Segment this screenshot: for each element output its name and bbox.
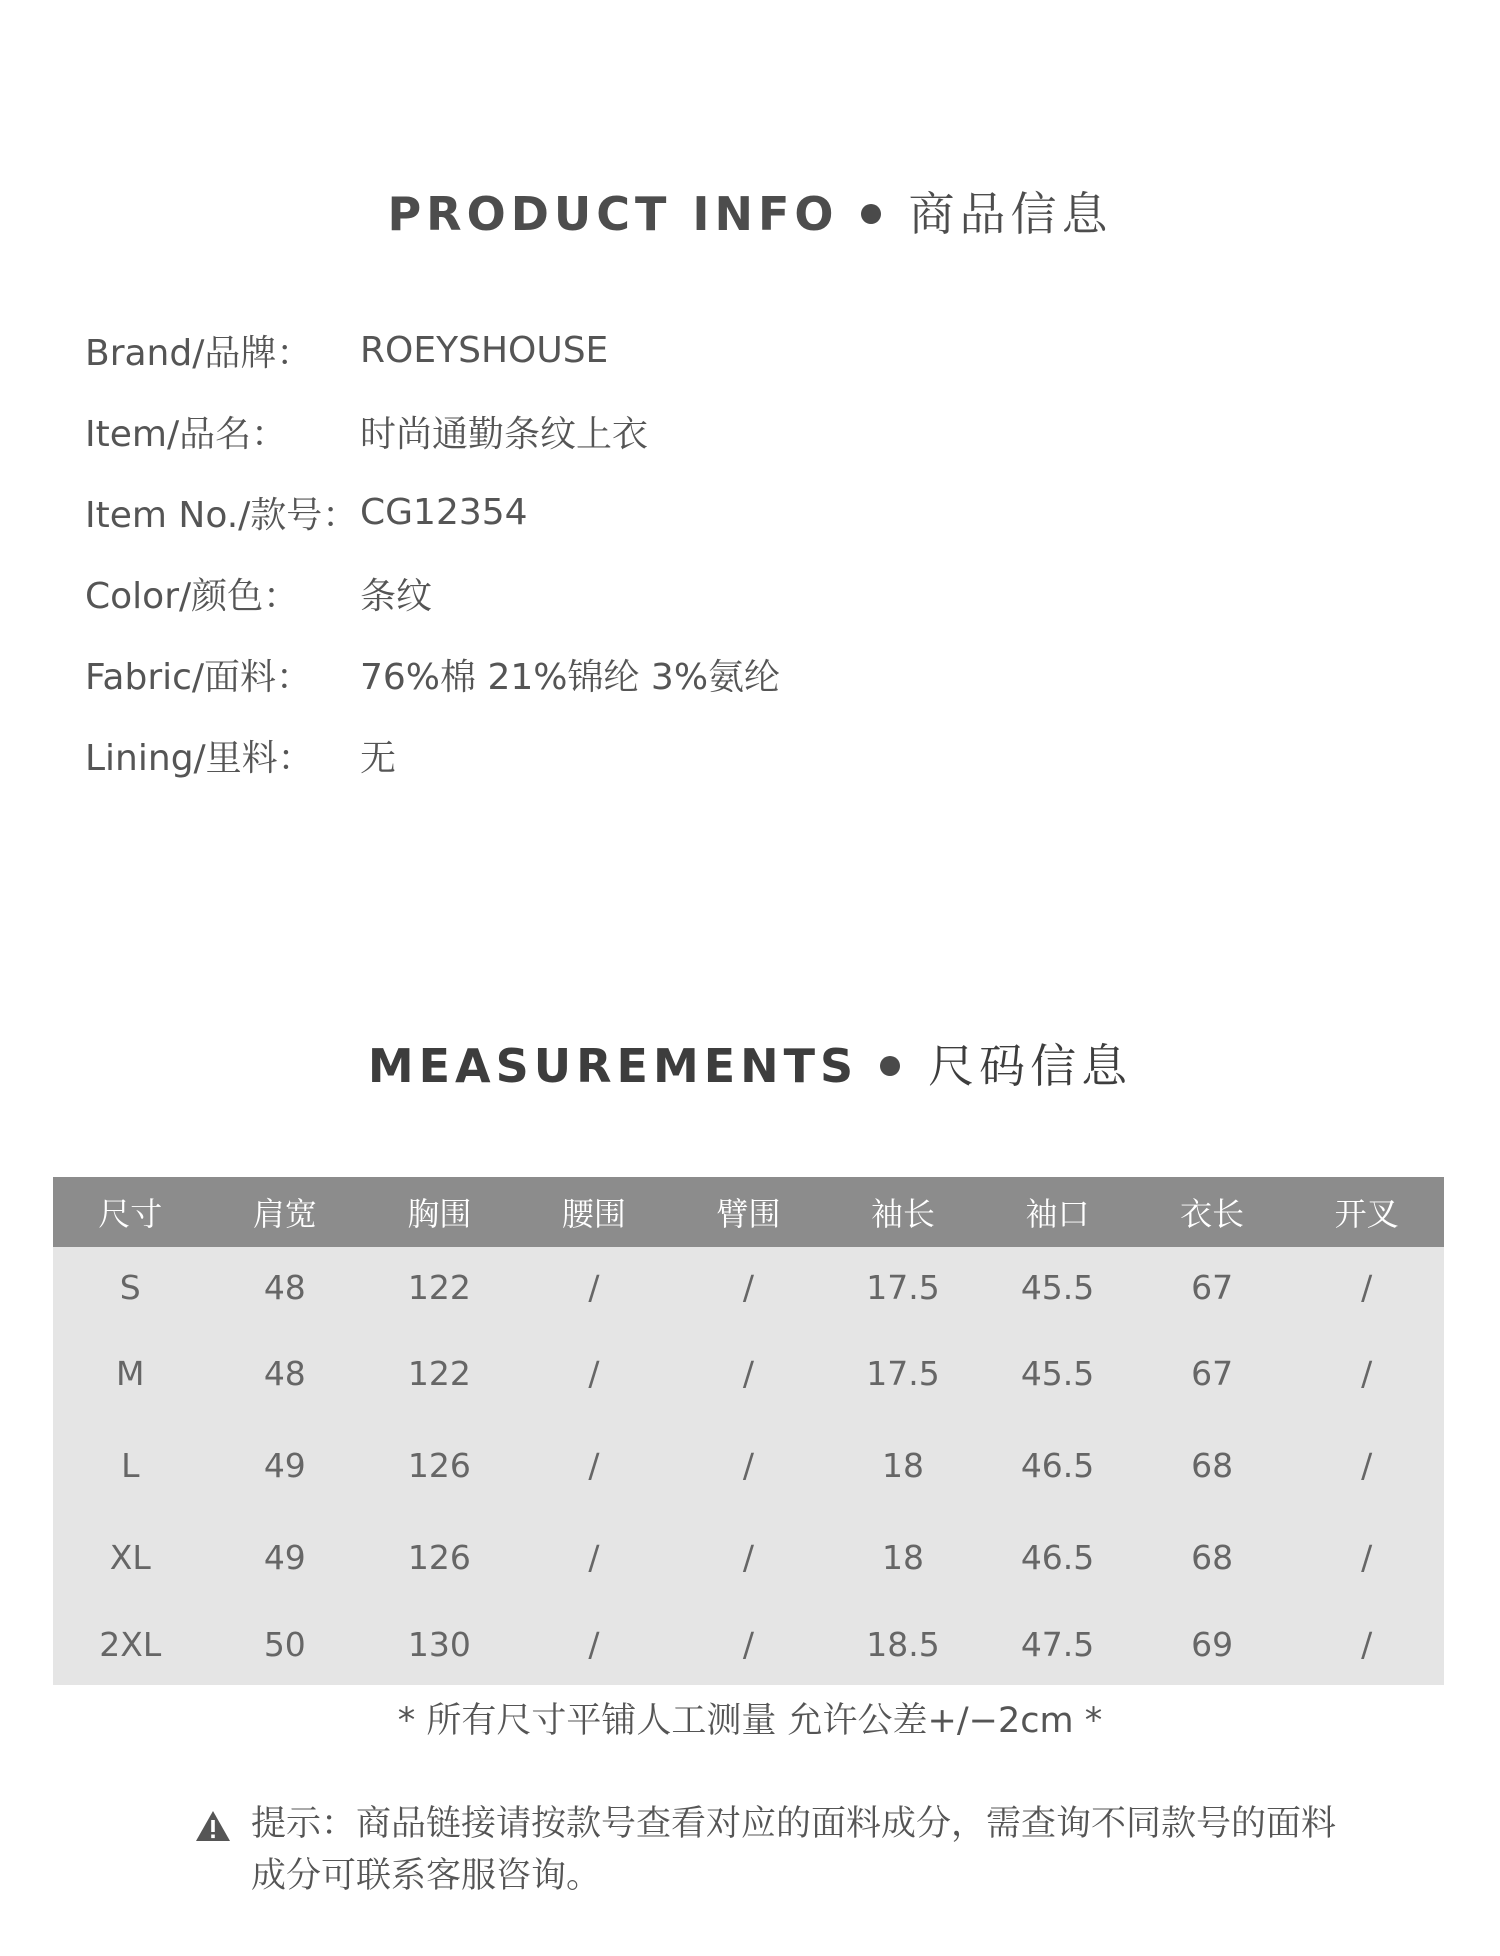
info-label: Color/颜色： xyxy=(85,576,300,617)
header-cell: 腰围 xyxy=(517,1177,672,1247)
info-row-lining xyxy=(85,715,780,796)
info-row-fabric xyxy=(85,634,780,715)
header-cell: 衣长 xyxy=(1135,1177,1290,1247)
table-row xyxy=(53,1247,1444,1327)
table-cell: 49 xyxy=(208,1419,363,1511)
warning-icon xyxy=(195,1810,231,1842)
measurements-title xyxy=(0,1030,1500,1096)
table-cell: / xyxy=(517,1327,672,1419)
table-cell: 17.5 xyxy=(826,1247,981,1327)
table-cell: 48 xyxy=(208,1327,363,1419)
table-cell: 68 xyxy=(1135,1511,1290,1603)
table-row xyxy=(53,1603,1444,1685)
table-cell: 122 xyxy=(362,1247,517,1327)
table-cell: 45.5 xyxy=(980,1327,1135,1419)
info-row-item xyxy=(85,391,780,472)
table-cell: / xyxy=(517,1419,672,1511)
table-cell: 17.5 xyxy=(826,1327,981,1419)
info-label: Fabric/面料： xyxy=(85,657,313,698)
info-row-color xyxy=(85,553,780,634)
measurements-title-en: MEASUREMENTS xyxy=(367,1039,859,1093)
measurements-title-zh: 尺码信息 xyxy=(928,1039,1133,1093)
header-cell: 胸围 xyxy=(362,1177,517,1247)
header-cell: 尺寸 xyxy=(53,1177,208,1247)
info-value: CG12354 xyxy=(360,492,528,533)
table-cell: / xyxy=(1289,1511,1444,1603)
info-value: ROEYSHOUSE xyxy=(360,330,609,371)
info-label: Brand/品牌： xyxy=(85,333,313,374)
table-cell: 69 xyxy=(1135,1603,1290,1685)
info-value: 时尚通勤条纹上衣 xyxy=(360,414,649,455)
table-cell: L xyxy=(53,1419,208,1511)
table-cell: 45.5 xyxy=(980,1247,1135,1327)
table-row xyxy=(53,1327,1444,1419)
table-cell: M xyxy=(53,1327,208,1419)
product-info-title-en: PRODUCT INFO xyxy=(387,187,839,241)
info-label: Lining/里料： xyxy=(85,738,314,779)
info-value: 76%棉 21%锦纶 3%氨纶 xyxy=(360,657,781,698)
table-cell: 49 xyxy=(208,1511,363,1603)
table-cell: 46.5 xyxy=(980,1419,1135,1511)
header-cell: 开叉 xyxy=(1289,1177,1444,1247)
table-cell: / xyxy=(1289,1419,1444,1511)
title-dot xyxy=(880,1056,900,1076)
table-cell: 68 xyxy=(1135,1419,1290,1511)
header-cell: 肩宽 xyxy=(208,1177,363,1247)
header-cell: 臂围 xyxy=(671,1177,826,1247)
product-info-title-zh: 商品信息 xyxy=(908,187,1113,241)
table-cell: 46.5 xyxy=(980,1511,1135,1603)
table-cell: 50 xyxy=(208,1603,363,1685)
header-cell: 袖口 xyxy=(980,1177,1135,1247)
table-cell: 126 xyxy=(362,1511,517,1603)
table-cell: / xyxy=(517,1603,672,1685)
size-table xyxy=(53,1177,1444,1685)
info-value: 条纹 xyxy=(360,576,433,617)
tip-block xyxy=(195,1798,1345,1902)
table-cell: / xyxy=(517,1511,672,1603)
product-info-list xyxy=(85,310,780,796)
table-cell: 2XL xyxy=(53,1603,208,1685)
tip-text: 提示：商品链接请按款号查看对应的面料成分，需查询不同款号的面料成分可联系客服咨询。 xyxy=(251,1804,1337,1896)
table-cell: / xyxy=(671,1247,826,1327)
table-cell: 130 xyxy=(362,1603,517,1685)
table-header-row xyxy=(53,1177,1444,1247)
table-cell: / xyxy=(671,1511,826,1603)
measurement-note: * 所有尺寸平铺人工测量 允许公差+/−2cm * xyxy=(397,1701,1103,1741)
table-row xyxy=(53,1511,1444,1603)
product-info-title xyxy=(0,178,1500,244)
table-cell: / xyxy=(671,1419,826,1511)
table-cell: 67 xyxy=(1135,1327,1290,1419)
table-row xyxy=(53,1419,1444,1511)
info-row-brand xyxy=(85,310,780,391)
table-cell: 18 xyxy=(826,1511,981,1603)
table-cell: 18 xyxy=(826,1419,981,1511)
table-cell: S xyxy=(53,1247,208,1327)
table-cell: 126 xyxy=(362,1419,517,1511)
table-cell: XL xyxy=(53,1511,208,1603)
table-cell: 67 xyxy=(1135,1247,1290,1327)
table-cell: / xyxy=(671,1603,826,1685)
table-cell: / xyxy=(1289,1327,1444,1419)
table-cell: 47.5 xyxy=(980,1603,1135,1685)
table-cell: 48 xyxy=(208,1247,363,1327)
info-label: Item No./款号： xyxy=(85,495,359,536)
info-label: Item/品名： xyxy=(85,414,288,455)
table-cell: / xyxy=(1289,1603,1444,1685)
table-cell: / xyxy=(1289,1247,1444,1327)
info-row-item-no xyxy=(85,472,780,553)
info-value: 无 xyxy=(360,738,397,779)
table-cell: 18.5 xyxy=(826,1603,981,1685)
title-dot xyxy=(861,204,881,224)
table-cell: 122 xyxy=(362,1327,517,1419)
header-cell: 袖长 xyxy=(826,1177,981,1247)
table-cell: / xyxy=(671,1327,826,1419)
table-cell: / xyxy=(517,1247,672,1327)
